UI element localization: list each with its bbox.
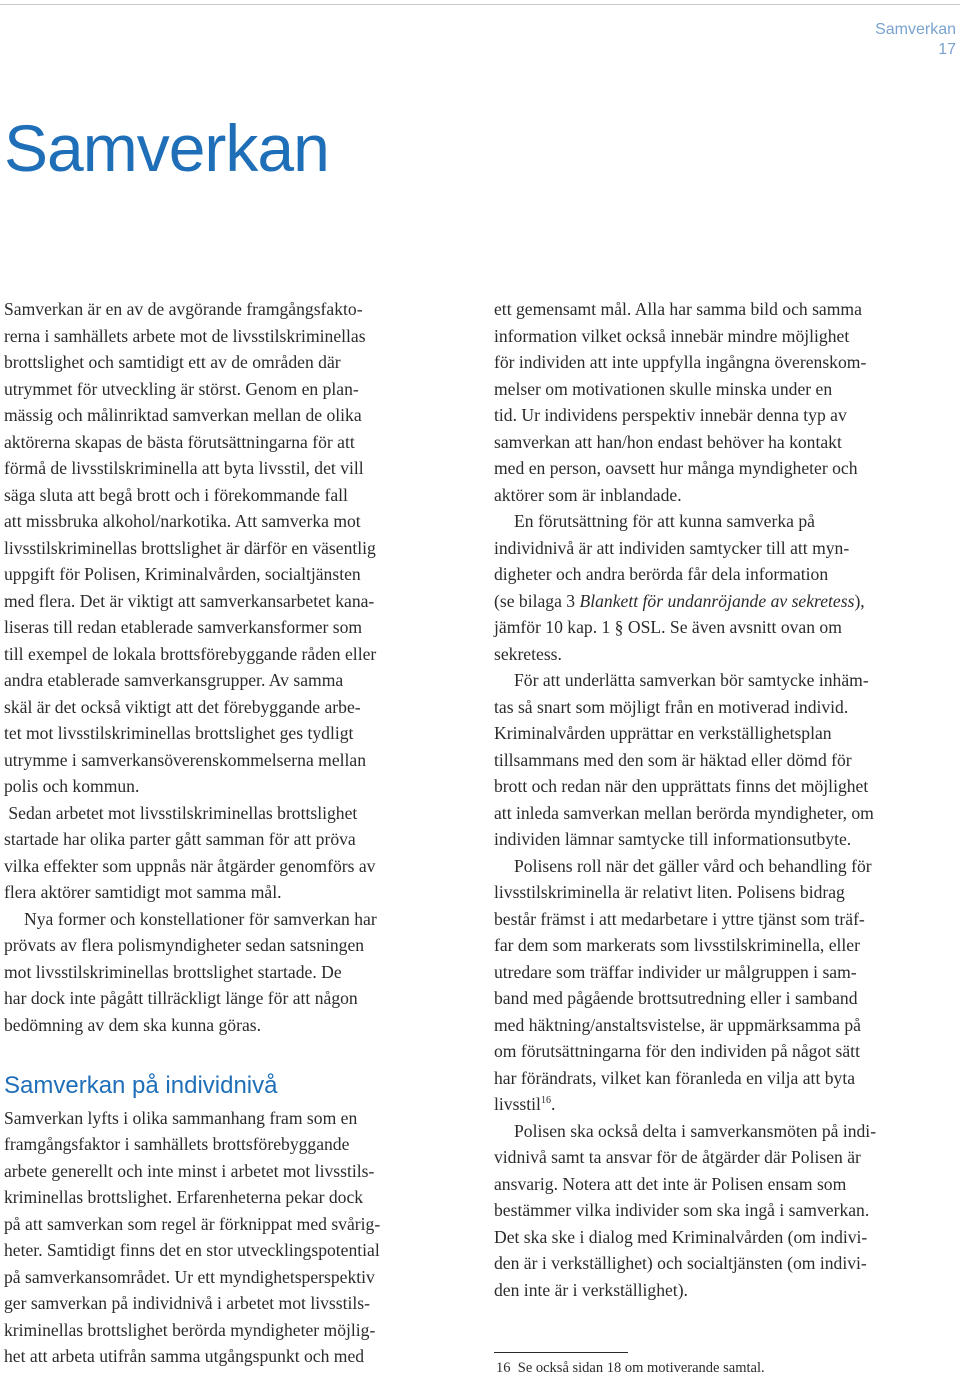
text-line xyxy=(494,1091,960,1118)
text-line: tas så snart som möjligt från en motiverad individ. xyxy=(494,696,849,717)
text-line: har förändrats, vilket kan föranleda en vilja att byta xyxy=(494,1067,856,1088)
text-line: startade har olika parter gått samman för att pröva xyxy=(4,829,356,849)
text-line: individnivå är att individen samtycker till att myn- xyxy=(494,537,850,558)
text-line: Samverkan är en av de avgörande framgångsfakto- xyxy=(4,299,363,319)
text-line: Det ska ske i dialog med Kriminalvården (om indivi- xyxy=(494,1226,868,1247)
text-line: består främst i att medarbetare i yttre tjänst som träf- xyxy=(494,908,865,929)
page-number: 17 xyxy=(938,41,956,58)
text-line: med flera. Det är viktigt att samverkansarbetet kana- xyxy=(4,590,375,611)
text-line: ger samverkan på individnivå i arbetet mot livsstils- xyxy=(4,1293,370,1313)
text-line: att missbruka alkohol/narkotika. Att samverka mot xyxy=(4,511,361,531)
text-line: brott och redan när den upprättats finns det möjlighet xyxy=(494,776,869,796)
text-line: Sedan arbetet mot livsstilskriminellas brottslighet xyxy=(4,802,358,823)
text-line: För att underlätta samverkan bör samtycke inhäm- xyxy=(514,670,869,690)
text-line: En förutsättning för att kunna samverka på xyxy=(514,511,815,531)
text-span: (se bilaga 3 xyxy=(494,590,580,611)
text-line: mässig och målinriktad samverkan mellan de olika xyxy=(4,405,362,425)
text-line: mot livsstilskriminellas brottslighet startade. De xyxy=(4,961,342,982)
text-line: liseras till redan etablerade samverkansformer som xyxy=(4,617,363,637)
paragraph-history xyxy=(4,800,474,906)
text-line: med en person, oavsett hur många myndigheter och xyxy=(494,458,858,478)
text-line: tillsammans med den som är häktad eller dömd för xyxy=(494,749,852,770)
text-line: på att samverkan som regel är förknippat med svårig- xyxy=(4,1213,381,1234)
paragraph-common-goal xyxy=(494,296,960,508)
text-line xyxy=(494,588,960,615)
text-line: Kriminalvården upprättar en verkställighetsplan xyxy=(494,723,832,743)
paragraph-intro xyxy=(4,296,474,800)
section-heading: Samverkan på individnivå xyxy=(4,1071,278,1099)
text-line: aktörerna skapas de bästa förutsättningarna för att xyxy=(4,431,355,452)
right-column xyxy=(494,296,960,1303)
text-line: på samverkansområdet. Ur ett myndighetsperspektiv xyxy=(4,1266,375,1287)
text-line: heter. Samtidigt finns det en stor utvecklingspotential xyxy=(4,1240,380,1260)
text-line: livsstilskriminellas brottslighet är därför en väsentlig xyxy=(4,537,376,558)
text-line: samverkan att han/hon endast behöver ha kontakt xyxy=(494,431,842,452)
text-line: het att arbeta utifrån samma utgångspunkt och med xyxy=(4,1346,365,1366)
text-span: livsstil xyxy=(494,1094,541,1114)
running-head-section: Samverkan xyxy=(875,21,956,38)
text-line: andra etablerade samverkansgrupper. Av samma xyxy=(4,670,344,690)
text-line: aktörer som är inblandade. xyxy=(494,484,682,505)
text-line: far dem som markerats som livsstilskriminella, eller xyxy=(494,935,860,955)
spacer xyxy=(4,1038,474,1065)
text-line: utredare som träffar individer ur målgruppen i sam- xyxy=(494,961,857,982)
text-line: om förutsättningarna för den individen på något sätt xyxy=(494,1041,860,1061)
appendix-title: Blankett för undanröjande av sekretess xyxy=(579,590,855,611)
text-line: till exempel de lokala brottsförebyggande råden eller xyxy=(4,643,377,664)
text-line: utrymmet för utveckling är störst. Genom en plan- xyxy=(4,378,359,399)
text-line: kriminellas brottslighet berörda myndigheter möjlig- xyxy=(4,1319,376,1340)
text-line: den är i verkställighet) och socialtjänsten (om indivi- xyxy=(494,1253,867,1273)
text-line: bedömning av dem ska kunna göras. xyxy=(4,1014,262,1035)
text-line: förmå de livsstilskriminella att byta livsstil, det vill xyxy=(4,458,364,478)
text-line: bestämmer vilka individer som ska ingå i samverkan. xyxy=(494,1200,870,1220)
top-rule xyxy=(0,4,960,5)
text-line: prövats av flera polismyndigheter sedan satsningen xyxy=(4,935,365,955)
text-line: med häktning/anstaltsvistelse, är uppmärksamma på xyxy=(494,1014,861,1035)
paragraph-new-forms xyxy=(4,906,474,1039)
text-line: att inleda samverkan mellan berörda myndigheter, om xyxy=(494,802,874,823)
text-line: digheter och andra berörda får dela information xyxy=(494,564,829,584)
text-line: flera aktörer samtidigt mot samma mål. xyxy=(4,882,282,902)
left-column xyxy=(4,296,474,1370)
text-line: tid. Ur individens perspektiv innebär denna typ av xyxy=(494,405,847,425)
text-line: jämför 10 kap. 1 § OSL. Se även avsnitt ovan om xyxy=(494,617,842,637)
text-line: skäl är det också viktigt att det förebyggande arbe- xyxy=(4,696,361,717)
text-line: framgångsfaktor i samhällets brottsförebyggande xyxy=(4,1134,350,1154)
page-title: Samverkan xyxy=(4,111,329,185)
paragraph-consent xyxy=(494,508,960,667)
text-span: ), xyxy=(854,590,865,611)
text-span: . xyxy=(550,1094,556,1114)
paragraph-police-meetings xyxy=(494,1118,960,1304)
text-line: rerna i samhällets arbete mot de livsstilskriminellas xyxy=(4,325,366,346)
text-line: livsstilskriminella är relativt liten. Polisens bidrag xyxy=(494,882,845,902)
paragraph-facilitate xyxy=(494,667,960,853)
text-line: ett gemensamt mål. Alla har samma bild och samma xyxy=(494,299,862,319)
text-line: vidnivå samt ta ansvar för de åtgärder där Polisen är xyxy=(494,1147,861,1167)
text-line: brottslighet och samtidigt ett av de områden där xyxy=(4,352,341,372)
text-line: för individen att inte uppfylla ingångna överenskom- xyxy=(494,352,867,372)
text-line: Nya former och konstellationer för samverkan har xyxy=(24,908,377,929)
text-line: Samverkan lyfts i olika sammanhang fram som en xyxy=(4,1107,358,1128)
text-line: den inte är i verkställighet). xyxy=(494,1279,688,1300)
text-line: band med pågående brottsutredning eller i samband xyxy=(494,988,858,1008)
text-line: melser om motivationen skulle minska under en xyxy=(494,378,833,399)
footnote-rule xyxy=(494,1352,628,1353)
running-head xyxy=(875,20,956,60)
text-line: Polisen ska också delta i samverkansmöten på indi- xyxy=(514,1120,877,1141)
footnote-reference[interactable]: 16 xyxy=(540,1095,551,1107)
text-line: utrymme i samverkansöverenskommelserna mellan xyxy=(4,749,367,770)
paragraph-individual-level xyxy=(4,1105,474,1370)
text-line: vilka effekter som uppnås när åtgärder genomförs av xyxy=(4,855,376,876)
text-line: polis och kommun. xyxy=(4,776,140,796)
text-line: uppgift för Polisen, Kriminalvården, socialtjänsten xyxy=(4,564,361,584)
text-line: har dock inte pågått tillräckligt länge för att någon xyxy=(4,988,358,1008)
text-line: individen lämnar samtycke till informationsutbyte. xyxy=(494,829,852,849)
text-line: tet mot livsstilskriminellas brottslighet ges tydligt xyxy=(4,723,354,743)
text-line: information vilket också innebär mindre möjlighet xyxy=(494,325,850,346)
text-line: kriminellas brottslighet. Erfarenheterna pekar dock xyxy=(4,1187,364,1207)
text-line: säga sluta att begå brott och i förekommande fall xyxy=(4,484,348,505)
footnote: 16 Se också sidan 18 om motiverande samtal. xyxy=(496,1360,765,1376)
paragraph-police-role xyxy=(494,853,960,1118)
text-line: sekretess. xyxy=(494,643,562,664)
text-line: Polisens roll när det gäller vård och behandling för xyxy=(514,855,872,876)
text-line: ansvarig. Notera att det inte är Polisen ensam som xyxy=(494,1173,847,1194)
text-line: arbete generellt och inte minst i arbetet mot livsstils- xyxy=(4,1160,375,1181)
